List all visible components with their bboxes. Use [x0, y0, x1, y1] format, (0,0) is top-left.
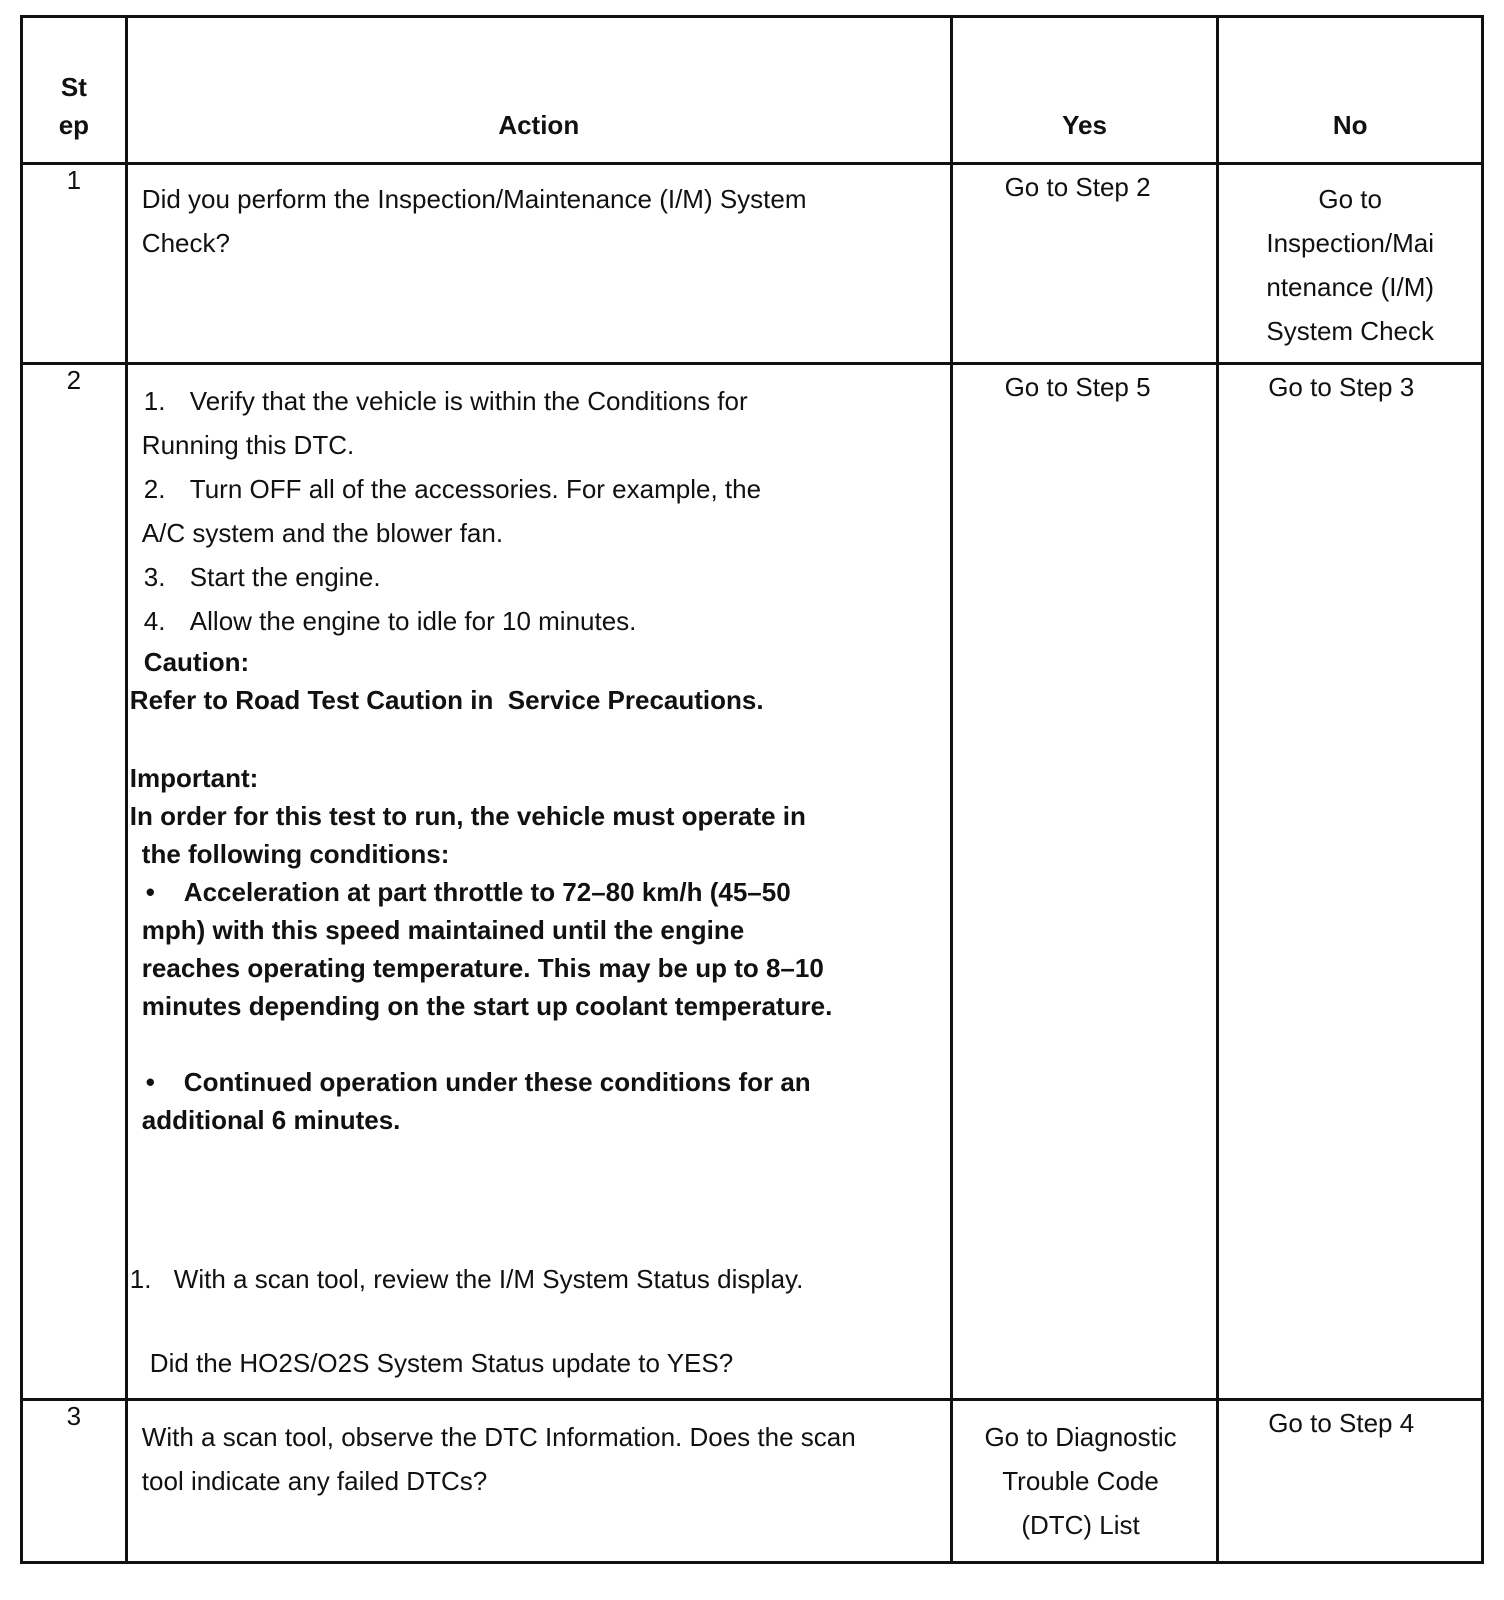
no-line: Inspection/Mai	[1266, 228, 1435, 258]
table-row	[22, 364, 1483, 1400]
bullet-text: mph) with this speed maintained until the engine	[141, 915, 745, 945]
yes-text: Go to Step 2	[1004, 172, 1151, 202]
step-number: 3	[22, 1400, 127, 1563]
list-number: 1.	[129, 1264, 152, 1294]
action-cell	[126, 364, 951, 1400]
yes-cell	[951, 164, 1218, 364]
important-line: In order for this test to run, the vehicle must operate in	[129, 801, 806, 831]
no-text: Go to Step 3	[1268, 372, 1415, 402]
no-text	[1219, 165, 1481, 353]
list-item	[142, 379, 940, 423]
yes-text: Go to Step 5	[1004, 372, 1151, 402]
list-number: 1.	[143, 386, 166, 416]
yes-cell	[951, 364, 1218, 1400]
bullet-text: Continued operation under these conditions for an	[183, 1067, 811, 1097]
table-row	[22, 164, 1483, 364]
yes-line: Go to Diagnostic	[984, 1422, 1177, 1452]
caution-text: Refer to Road Test Caution in Service Precautions.	[129, 685, 764, 715]
list-text: Start the engine.	[189, 562, 381, 592]
important-line: the following conditions:	[141, 839, 450, 869]
bullet-text: additional 6 minutes.	[141, 1105, 401, 1135]
table-row	[22, 1400, 1483, 1563]
bullet-icon: •	[145, 1067, 155, 1097]
step-number: 1	[22, 164, 127, 364]
list-text: Turn OFF all of the accessories. For example, the	[189, 474, 762, 504]
step-number: 2	[22, 364, 127, 1400]
header-step: St ep	[22, 17, 127, 164]
no-cell	[1218, 164, 1483, 364]
yes-line: (DTC) List	[1021, 1510, 1140, 1540]
important-label: Important:	[129, 763, 259, 793]
bullet-icon: •	[145, 877, 155, 907]
scan-step	[130, 1257, 804, 1301]
header-action: Action	[126, 17, 951, 164]
bullet-text: Acceleration at part throttle to 72–80 km/h (45–50	[183, 877, 791, 907]
no-text: Go to Step 4	[1268, 1408, 1415, 1438]
no-cell	[1218, 364, 1483, 1400]
yes-cell	[951, 1400, 1218, 1563]
yes-line: Trouble Code	[1002, 1466, 1159, 1496]
action-cell	[126, 1400, 951, 1563]
list-item	[142, 599, 940, 643]
no-line: Go to	[1318, 184, 1382, 214]
caution-label: Caution:	[143, 647, 250, 677]
bullet-text: minutes depending on the start up coolant temperature.	[141, 991, 833, 1021]
header-yes: Yes	[951, 17, 1218, 164]
bullet-item	[128, 1063, 950, 1139]
header-no: No	[1218, 17, 1483, 164]
list-text: Allow the engine to idle for 10 minutes.	[189, 606, 637, 636]
list-item	[142, 555, 940, 599]
bullet-text: reaches operating temperature. This may be up to 8–10	[141, 953, 824, 983]
no-cell	[1218, 1400, 1483, 1563]
list-number: 2.	[143, 474, 166, 504]
table-header-row	[22, 17, 1483, 164]
no-line: ntenance (I/M)	[1266, 272, 1435, 302]
list-item-continuation: Running this DTC.	[141, 430, 355, 460]
list-text: Verify that the vehicle is within the Conditions for	[189, 386, 748, 416]
procedure-list	[128, 365, 950, 643]
yes-text	[953, 1401, 1217, 1547]
list-item-continuation: A/C system and the blower fan.	[141, 518, 504, 548]
list-number: 4.	[143, 606, 166, 636]
step-question: Did the HO2S/O2S System Status update to YES?	[149, 1348, 734, 1378]
scan-step-text: With a scan tool, review the I/M System Status display.	[173, 1264, 804, 1294]
diagnostic-step-table	[20, 15, 1484, 1564]
bullet-item	[128, 873, 950, 1025]
list-item	[142, 467, 940, 511]
list-number: 3.	[143, 562, 166, 592]
action-cell	[126, 164, 951, 364]
no-line: System Check	[1266, 316, 1434, 346]
action-text: With a scan tool, observe the DTC Information. Does the scan tool indicate any failed DTCs?	[141, 1422, 856, 1496]
action-text: Did you perform the Inspection/Maintenance (I/M) System Check?	[141, 184, 807, 258]
